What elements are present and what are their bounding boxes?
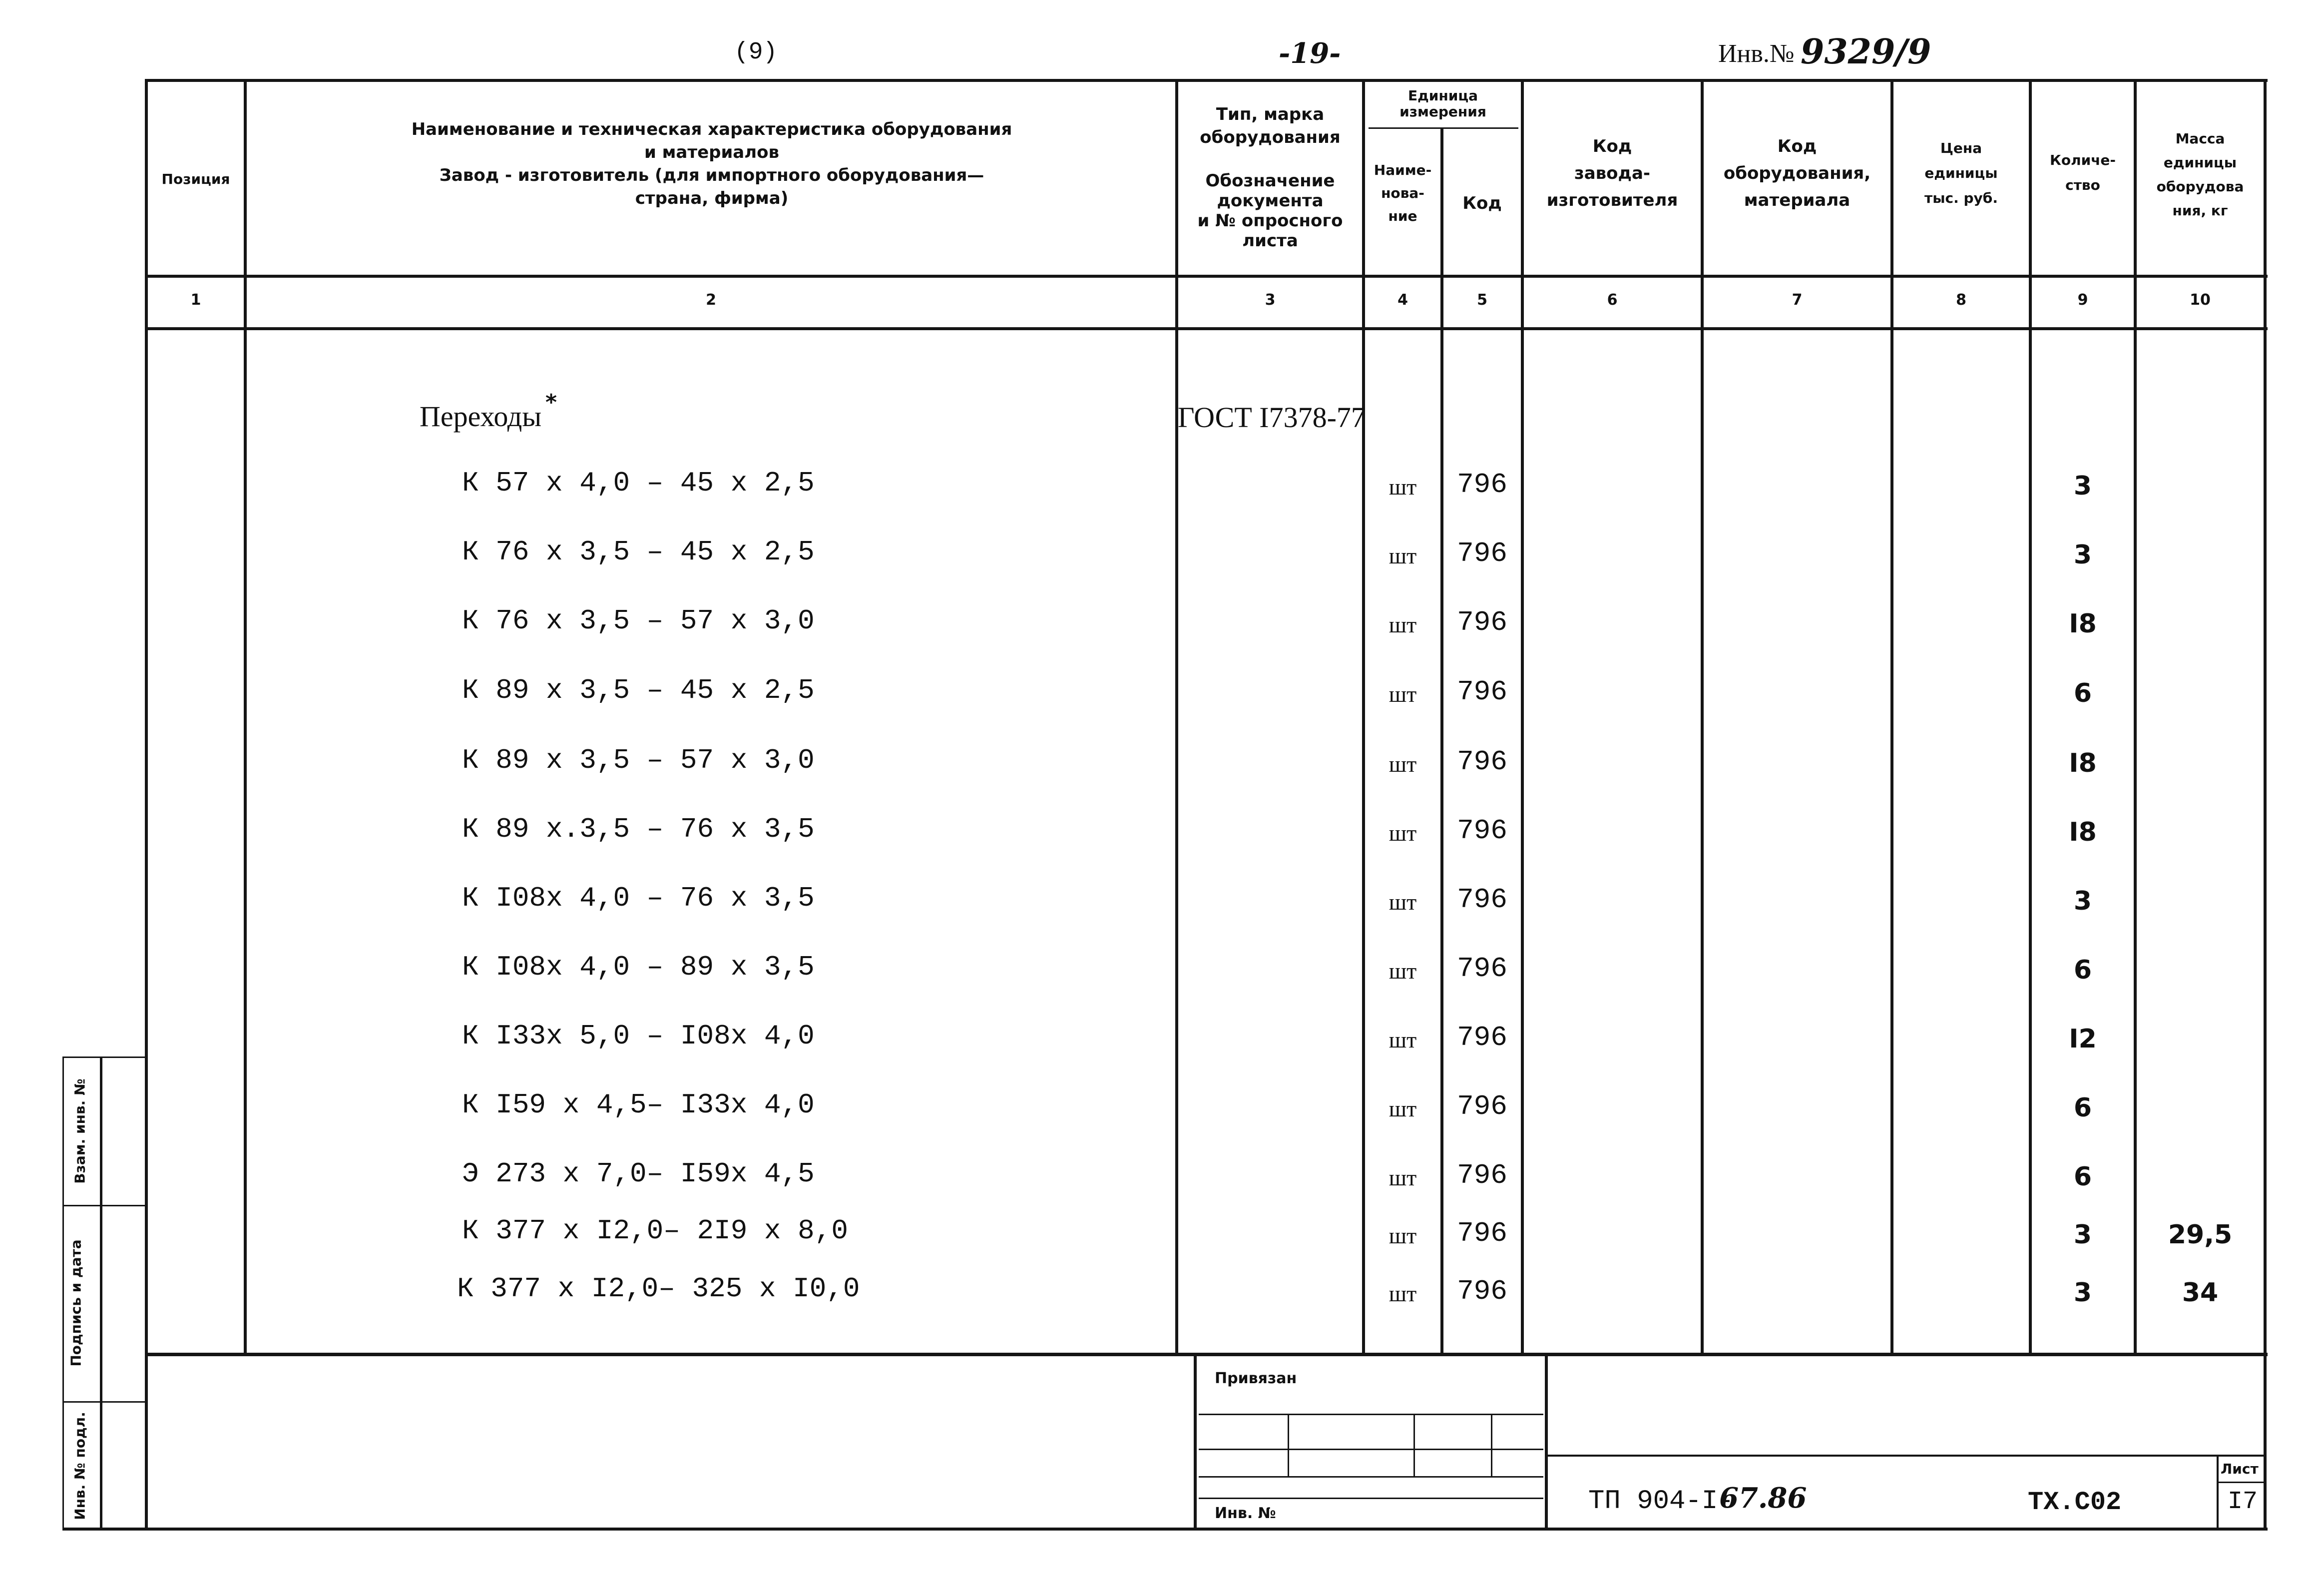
stamp-designation-rule [1546, 1455, 2266, 1457]
colnum-bottom-rule [145, 327, 2268, 330]
inventory-number: 9329/9 [1801, 32, 1931, 72]
unit-group-rule [1369, 127, 1518, 129]
row-qty: 3 [2073, 471, 2092, 501]
colnum-5: 5 [1477, 291, 1487, 309]
row-code: 796 [1457, 1090, 1507, 1122]
row-qty: 3 [2073, 1278, 2092, 1308]
row-unit: шт [1389, 681, 1417, 707]
header-unit-code: Код [1462, 193, 1502, 213]
stamp-divider-right [1545, 1355, 1548, 1530]
row-qty: 3 [2073, 886, 2092, 916]
stamp-project: ТП 904-I- [1588, 1486, 1734, 1517]
side-signature-date: Подпись и дата [67, 1239, 84, 1367]
colnum-9: 9 [2077, 291, 2088, 309]
header-type: Тип, марка оборудования [1200, 104, 1341, 147]
header-position: Позиция [161, 171, 230, 187]
row-unit: шт [1389, 751, 1417, 777]
row-code: 796 [1457, 1275, 1507, 1307]
page-number: -19- [1279, 37, 1341, 70]
header-doc: Обозначение документа и № опросного листа [1197, 171, 1343, 251]
group-footnote-mark: * [545, 390, 557, 415]
row-unit: шт [1389, 1096, 1417, 1121]
row-unit: шт [1389, 1223, 1417, 1248]
stamp-sheet-divider [2217, 1455, 2219, 1530]
page-bottom-rule [62, 1528, 2268, 1531]
stamp-divider-left [1194, 1355, 1197, 1530]
header-factory-code: Код завода- изготовителя [1546, 136, 1678, 210]
row-qty: I8 [2069, 609, 2097, 639]
header-mass: Масса единицы оборудова ния, кг [2156, 130, 2244, 219]
section-number: (9) [734, 39, 778, 66]
group-standard: ГОСТ I7378-77 [1178, 401, 1366, 434]
stamp-sheet-number: I7 [2228, 1488, 2258, 1516]
stamp-grid-line-3 [1199, 1476, 1543, 1478]
row-unit: шт [1389, 820, 1417, 846]
colnum-10: 10 [2190, 291, 2211, 309]
header-material-code: Код оборудования, материала [1723, 136, 1871, 210]
stamp-sheet-label: Лист [2221, 1461, 2259, 1477]
stamp-grid-vert-1 [1288, 1414, 1289, 1476]
row-name: К I33х 5,0 – I08х 4,0 [462, 1020, 815, 1052]
row-unit: шт [1389, 958, 1417, 984]
row-qty: I2 [2069, 1024, 2097, 1054]
row-mass: 29,5 [2168, 1220, 2233, 1250]
row-name: К I08х 4,0 – 89 х 3,5 [462, 951, 815, 983]
side-strip-outer-border [62, 1056, 64, 1530]
colnum-2: 2 [706, 291, 716, 309]
row-code: 796 [1457, 746, 1507, 778]
header-bottom-rule [145, 275, 2268, 278]
row-code: 796 [1457, 1022, 1507, 1054]
col-divider-9 [2134, 79, 2137, 1354]
row-name: К 89 х 3,5 – 45 х 2,5 [462, 674, 815, 706]
row-qty: I8 [2069, 817, 2097, 847]
inventory-label: Инв.№ [1718, 39, 1795, 68]
row-name: К 76 х 3,5 – 45 х 2,5 [462, 536, 815, 568]
col-divider-5 [1521, 79, 1524, 1354]
colnum-6: 6 [1607, 291, 1618, 309]
row-unit: шт [1389, 543, 1417, 568]
row-unit: шт [1389, 474, 1417, 500]
col-divider-2 [1175, 79, 1178, 1354]
side-replaced-inventory: Взам. инв. № [71, 1078, 88, 1184]
row-name: К 89 х.3,5 – 76 х 3,5 [462, 813, 815, 845]
row-qty: 3 [2073, 540, 2092, 570]
row-mass: 34 [2182, 1278, 2219, 1308]
row-name: К 76 х 3,5 – 57 х 3,0 [462, 605, 815, 637]
row-qty: 3 [2073, 1220, 2092, 1250]
row-code: 796 [1457, 884, 1507, 916]
row-name: К 89 х 3,5 – 57 х 3,0 [462, 744, 815, 776]
stamp-grid-vert-2 [1413, 1414, 1415, 1476]
row-qty: 6 [2073, 678, 2092, 708]
row-code: 796 [1457, 606, 1507, 638]
stamp-sheet-rule [2218, 1482, 2265, 1483]
stamp-doc-code: ТХ.С02 [2028, 1488, 2122, 1517]
row-name: Э 273 х 7,0– I59х 4,5 [462, 1158, 815, 1190]
header-name: Наименование и техническая характеристика оборудования и материалов Завод - изготовитель (для импортного оборудования— страна, фирма) [411, 119, 1012, 208]
colnum-3: 3 [1265, 291, 1276, 309]
header-unit-name: Наиме- нова- ние [1374, 162, 1432, 224]
body-bottom-rule [145, 1353, 2268, 1356]
row-name: К I59 х 4,5– I33х 4,0 [462, 1089, 815, 1121]
stamp-grid-vert-3 [1491, 1414, 1492, 1476]
row-qty: 6 [2073, 1093, 2092, 1123]
row-unit: шт [1389, 889, 1417, 915]
stamp-grid-line-4 [1199, 1498, 1543, 1499]
row-unit: шт [1389, 612, 1417, 637]
side-original-inventory: Инв. № подл. [71, 1412, 88, 1520]
row-name: К 377 х I2,0– 325 х I0,0 [457, 1273, 860, 1305]
col-divider-7 [1890, 79, 1893, 1354]
row-qty: I8 [2069, 748, 2097, 778]
row-name: К 57 х 4,0 – 45 х 2,5 [462, 467, 815, 499]
colnum-4: 4 [1397, 291, 1408, 309]
row-code: 796 [1457, 1159, 1507, 1191]
header-price: Цена единицы тыс. руб. [1924, 140, 1998, 206]
row-code: 796 [1457, 469, 1507, 501]
group-title: Переходы [420, 400, 542, 433]
stamp-inv-no-label: Инв. № [1215, 1505, 1276, 1522]
row-code: 796 [1457, 1217, 1507, 1249]
row-name: К I08х 4,0 – 76 х 3,5 [462, 882, 815, 914]
colnum-7: 7 [1792, 291, 1803, 309]
row-code: 796 [1457, 815, 1507, 847]
colnum-1: 1 [190, 291, 201, 309]
col-divider-6 [1701, 79, 1704, 1354]
table-top-border [145, 79, 2268, 82]
row-unit: шт [1389, 1027, 1417, 1053]
stamp-project-handwritten: 67.86 [1719, 1482, 1807, 1515]
row-code: 796 [1457, 953, 1507, 985]
col-divider-3 [1362, 79, 1365, 1354]
side-strip-inner-border [100, 1056, 102, 1530]
header-quantity: Количе- ство [2049, 152, 2116, 193]
row-unit: шт [1389, 1281, 1417, 1306]
colnum-8: 8 [1956, 291, 1966, 309]
row-qty: 6 [2073, 955, 2092, 985]
row-name: К 377 х I2,0– 2I9 х 8,0 [462, 1215, 848, 1247]
row-qty: 6 [2073, 1162, 2092, 1192]
row-code: 796 [1457, 676, 1507, 708]
row-unit: шт [1389, 1165, 1417, 1190]
col-divider-1 [244, 79, 247, 1354]
stamp-bound-label: Привязан [1215, 1370, 1297, 1387]
table-right-border [2264, 79, 2267, 1530]
row-code: 796 [1457, 537, 1507, 569]
header-unit-group: Единица измерения [1399, 87, 1486, 120]
